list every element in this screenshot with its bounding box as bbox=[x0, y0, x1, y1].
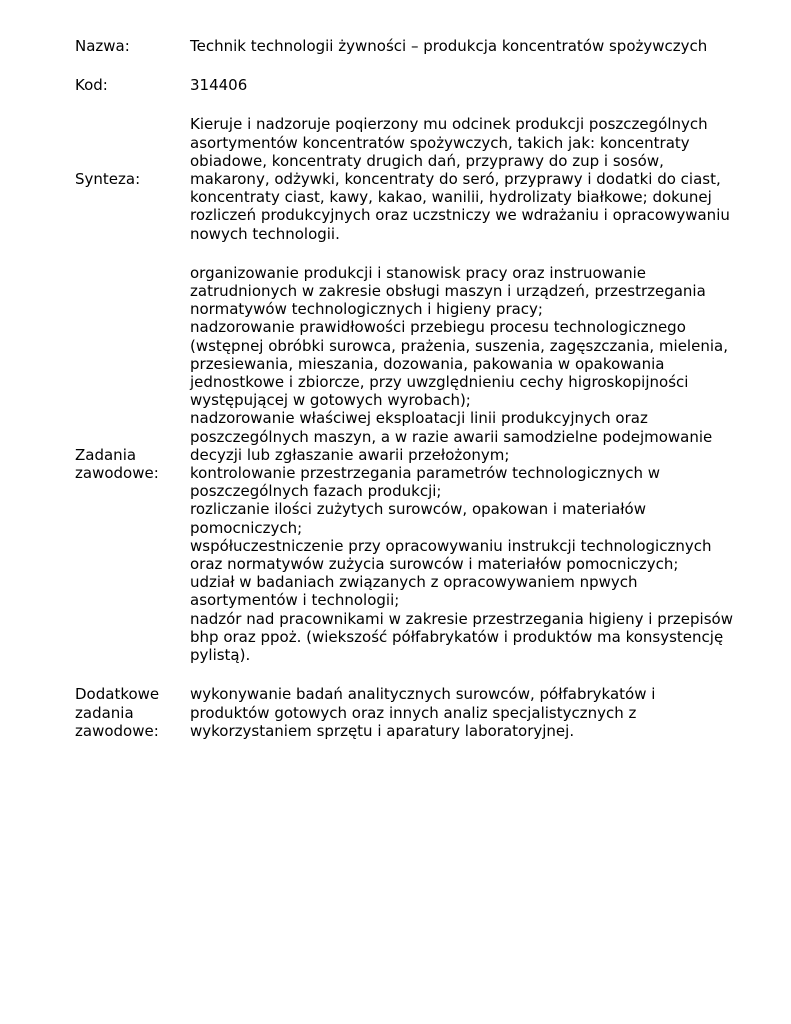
field-value-line: 314406 bbox=[190, 76, 248, 95]
field-value-line: produktów gotowych oraz innych analiz specjalistycznych z bbox=[190, 703, 637, 722]
field-value-line: pomocniczych; bbox=[190, 518, 303, 537]
field-value-synthesis bbox=[190, 115, 760, 242]
field-spacer bbox=[75, 55, 760, 76]
field-value-line: nadzór nad pracownikami w zakresie przestrzegania higieny i przepisów bbox=[190, 609, 733, 628]
field-value-line: wykorzystaniem sprzętu i aparatury laboratoryjnej. bbox=[190, 721, 575, 740]
field-value-line: nadzorowanie właściwej eksploatacji linii produkcyjnych oraz bbox=[190, 409, 648, 428]
field-value-line: oraz normatywów zużycia surowców i materiałów pomocniczych; bbox=[190, 555, 679, 574]
fields-table bbox=[75, 37, 760, 740]
field-spacer bbox=[75, 664, 760, 685]
field-value-line: współuczestniczenie przy opracowywaniu instrukcji technologicznych bbox=[190, 536, 712, 555]
field-value-tasks bbox=[190, 264, 760, 664]
field-row-synthesis bbox=[75, 115, 760, 242]
field-value-line: bhp oraz ppoż. (wiekszość półfabrykatów i produktów ma konsystencję bbox=[190, 627, 724, 646]
field-label-line: Kod: bbox=[75, 76, 108, 95]
field-value-line: asortymentów koncentratów spożywczych, takich jak: koncentraty bbox=[190, 133, 690, 152]
field-label-line: zawodowe: bbox=[75, 464, 159, 483]
field-value-line: poszczególnych maszyn, a w razie awarii samodzielne podejmowanie bbox=[190, 427, 713, 446]
field-value-line: asortymentów i technologii; bbox=[190, 591, 400, 610]
field-value-line: pylistą). bbox=[190, 646, 251, 665]
field-label-name bbox=[75, 37, 190, 55]
field-value-line: Technik technologii żywności – produkcja koncentratów spożywczych bbox=[190, 37, 708, 55]
field-value-name bbox=[190, 37, 760, 55]
field-label-additional-tasks bbox=[75, 685, 190, 740]
field-spacer bbox=[75, 243, 760, 264]
field-value-line: rozliczeń produkcyjnych oraz uczstniczy we wdrażaniu i opracowywaniu bbox=[190, 206, 730, 225]
field-value-line: rozliczanie ilości zużytych surowców, opakowan i materiałów bbox=[190, 500, 646, 519]
field-row-code bbox=[75, 76, 760, 94]
field-label-line: Nazwa: bbox=[75, 37, 130, 55]
field-value-line: zatrudnionych w zakresie obsługi maszyn i urządzeń, przestrzegania bbox=[190, 282, 706, 301]
field-value-line: koncentraty ciast, kawy, kakao, wanilii, hydrolizaty białkowe; dokunej bbox=[190, 188, 712, 207]
field-label-line: Synteza: bbox=[75, 170, 141, 189]
field-value-line: (wstępnej obróbki surowca, prażenia, suszenia, zagęszczania, mielenia, bbox=[190, 336, 728, 355]
field-value-line: udział w badaniach związanych z opracowywaniem npwych bbox=[190, 573, 638, 592]
field-value-line: Kieruje i nadzoruje poqierzony mu odcinek produkcji poszczególnych bbox=[190, 115, 708, 134]
field-label-code bbox=[75, 76, 190, 94]
field-value-line: występującej w gotowych wyrobach); bbox=[190, 391, 471, 410]
field-value-line: decyzji lub zgłaszanie awarii przełożonym; bbox=[190, 445, 510, 464]
field-value-additional-tasks bbox=[190, 685, 760, 740]
field-value-line: jednostkowe i zbiorcze, przy uwzględnieniu cechy higroskopijności bbox=[190, 373, 689, 392]
field-value-line: przesiewania, mieszania, dozowania, pakowania w opakowania bbox=[190, 354, 665, 373]
field-value-line: nadzorowanie prawidłowości przebiegu procesu technologicznego bbox=[190, 318, 686, 337]
field-row-name bbox=[75, 37, 760, 55]
field-value-line: makarony, odżywki, koncentraty do seró, przyprawy i dodatki do ciast, bbox=[190, 170, 721, 189]
field-row-tasks bbox=[75, 264, 760, 664]
field-value-line: organizowanie produkcji i stanowisk pracy oraz instruowanie bbox=[190, 263, 646, 282]
field-value-line: normatywów technologicznych i higieny pracy; bbox=[190, 300, 543, 319]
field-value-line: kontrolowanie przestrzegania parametrów technologicznych w bbox=[190, 464, 661, 483]
field-label-tasks bbox=[75, 264, 190, 664]
field-value-line: obiadowe, koncentraty drugich dań, przyprawy do zup i sosów, bbox=[190, 151, 664, 170]
field-row-additional-tasks bbox=[75, 685, 760, 740]
field-value-code bbox=[190, 76, 760, 94]
field-spacer bbox=[75, 94, 760, 115]
field-value-line: wykonywanie badań analitycznych surowców, półfabrykatów i bbox=[190, 685, 656, 704]
fields-body bbox=[75, 37, 760, 740]
field-label-synthesis bbox=[75, 115, 190, 242]
field-value-line: poszczególnych fazach produkcji; bbox=[190, 482, 442, 501]
field-label-line: zadania bbox=[75, 703, 134, 722]
field-label-line: Zadania bbox=[75, 445, 137, 464]
field-label-line: zawodowe: bbox=[75, 721, 159, 740]
field-value-line: nowych technologii. bbox=[190, 224, 340, 243]
field-label-line: Dodatkowe bbox=[75, 685, 160, 704]
